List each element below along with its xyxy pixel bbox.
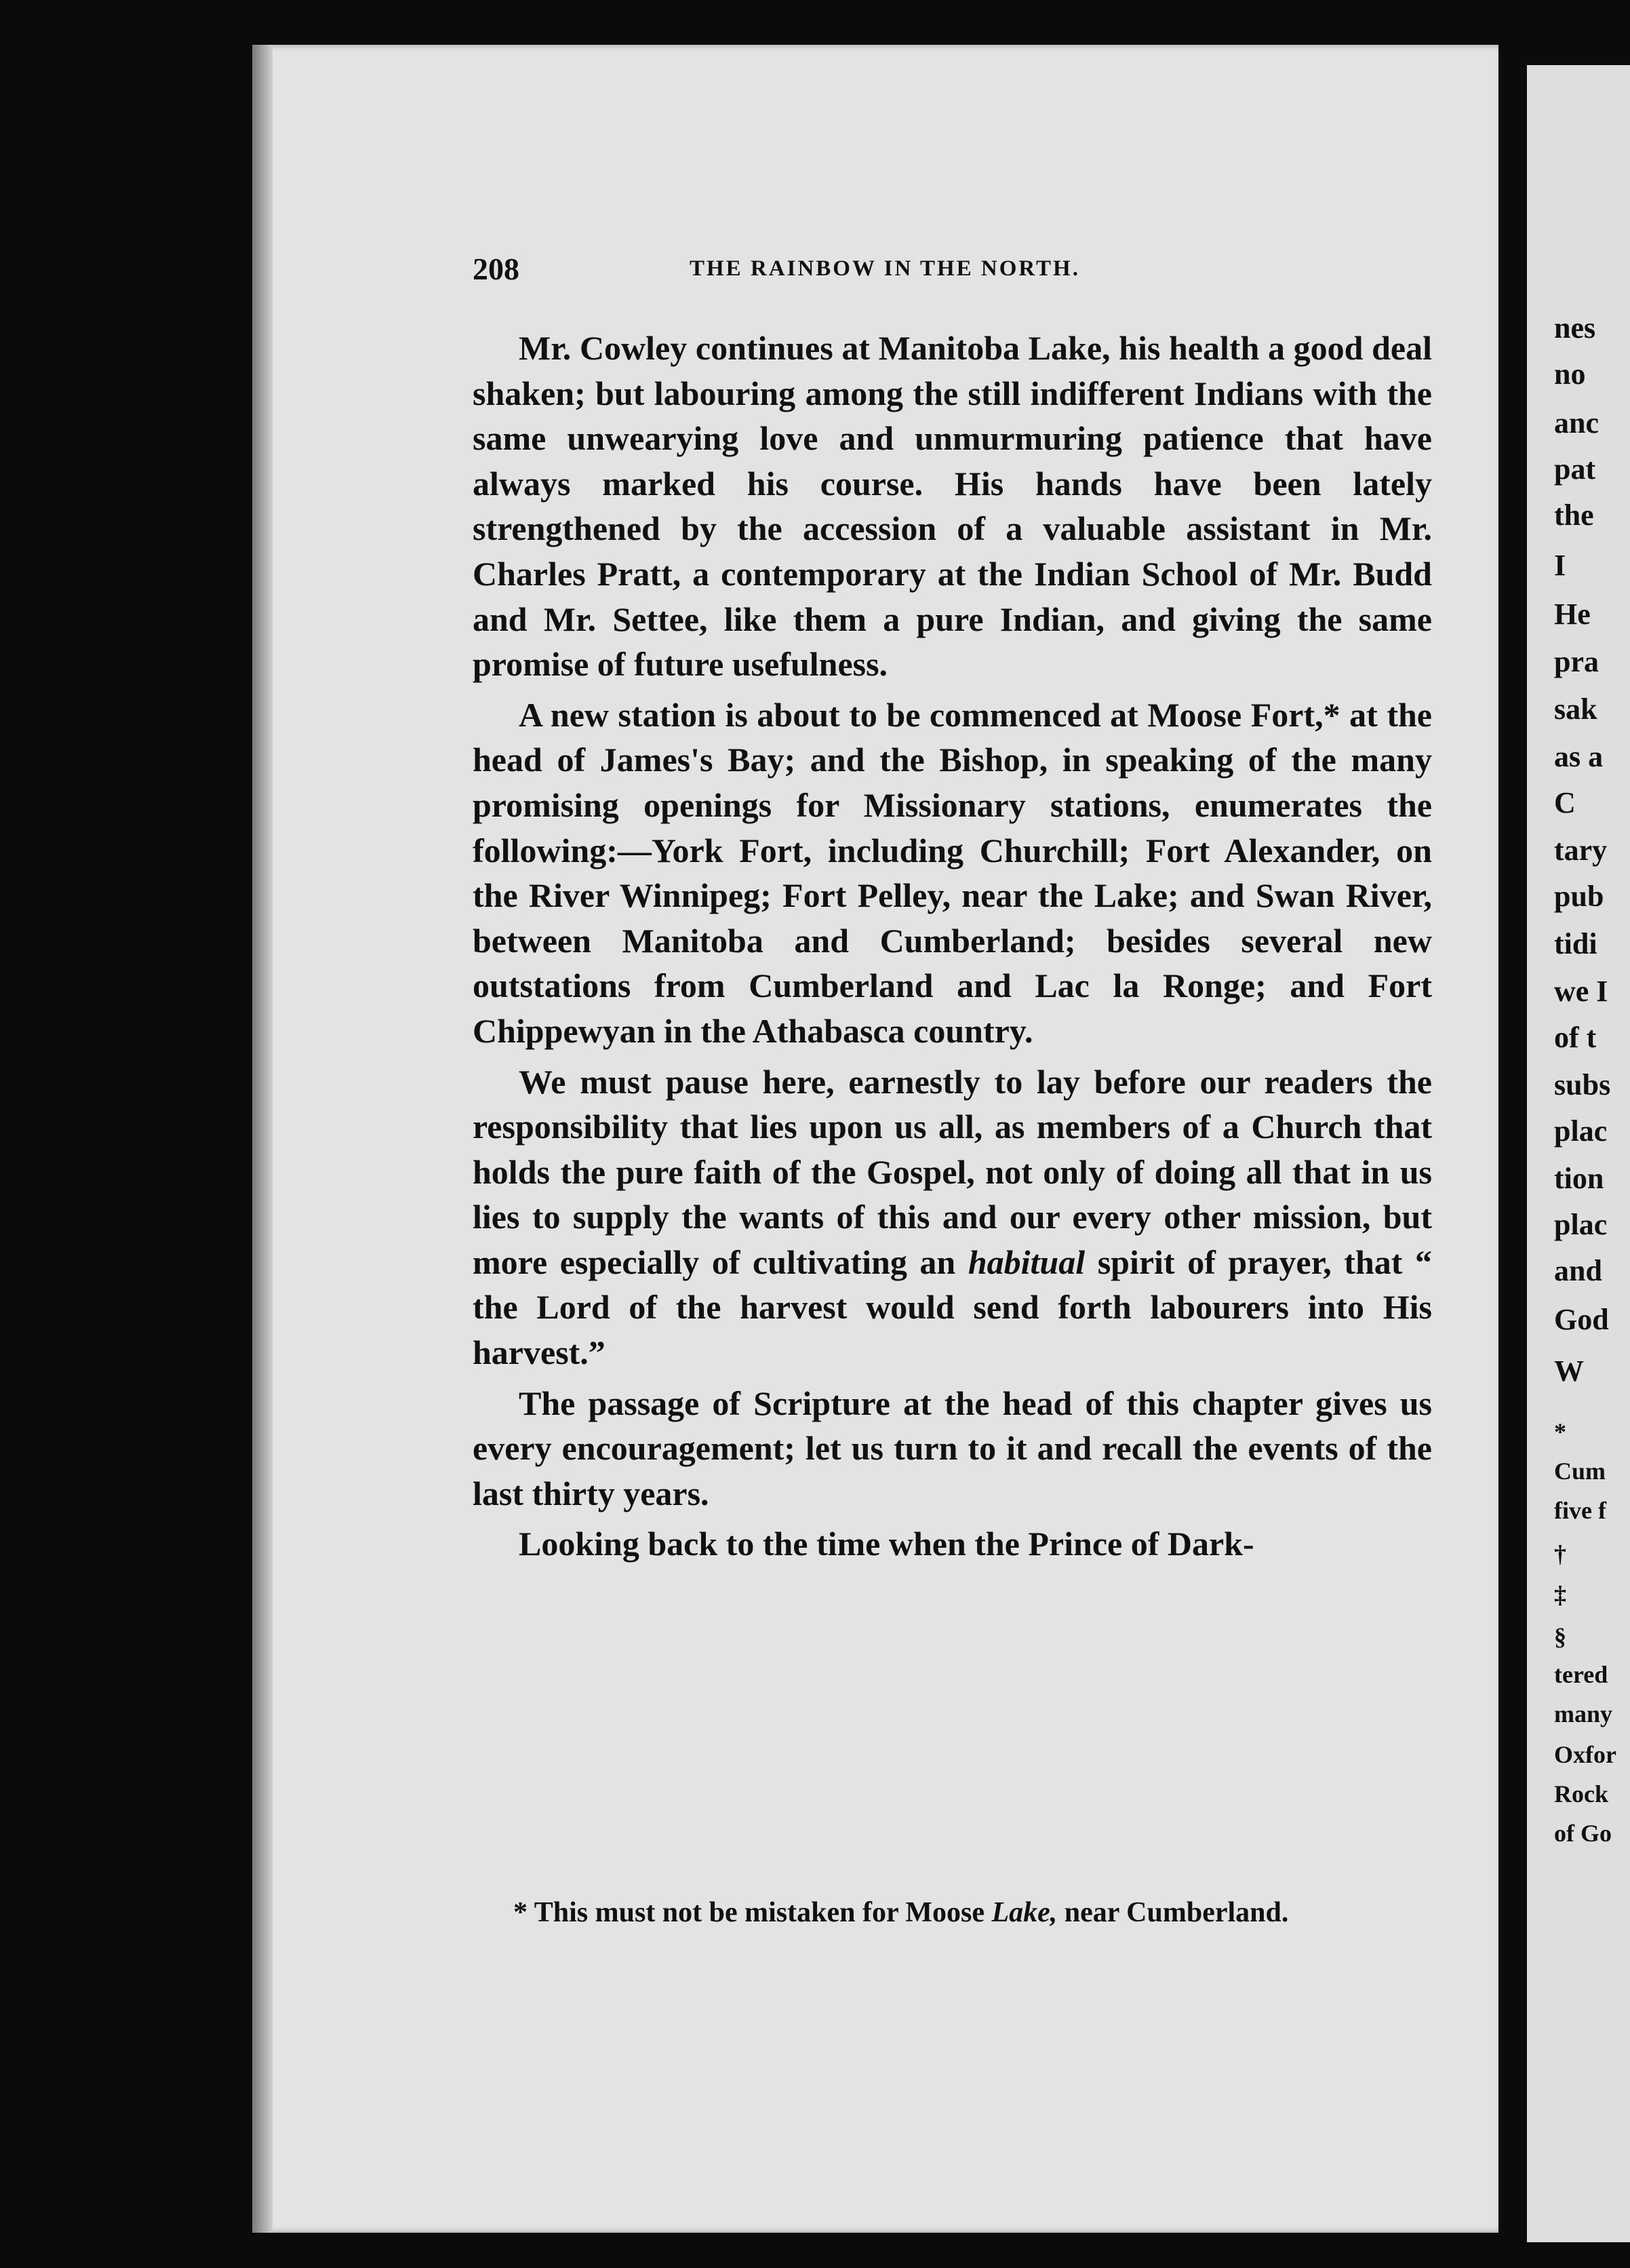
- facing-fragment: I: [1554, 549, 1566, 582]
- facing-fragment: nes: [1554, 311, 1596, 345]
- facing-fragment: tidi: [1554, 927, 1597, 960]
- italic-text: habitual: [968, 1243, 1086, 1281]
- paragraph: [473, 1059, 1432, 1375]
- facing-fragment: anc: [1554, 406, 1599, 439]
- facing-fragment: sak: [1554, 692, 1597, 726]
- facing-fragment: the: [1554, 498, 1594, 532]
- page-header: [473, 251, 1415, 292]
- facing-fragment: W: [1554, 1354, 1584, 1388]
- facing-fragment: pat: [1554, 452, 1596, 486]
- facing-fragment: tered: [1554, 1661, 1608, 1688]
- facing-fragment: Rock: [1554, 1780, 1608, 1807]
- facing-fragment: C: [1554, 786, 1576, 819]
- facing-fragment: we I: [1554, 975, 1608, 1008]
- footnote-part: * This must not be mistaken for Moose: [513, 1897, 992, 1928]
- facing-fragment: subs: [1554, 1068, 1611, 1101]
- facing-fragment: tary: [1554, 834, 1608, 867]
- facing-fragment: many: [1554, 1700, 1613, 1727]
- facing-fragment: †: [1554, 1540, 1566, 1567]
- facing-fragment: of Go: [1554, 1820, 1612, 1847]
- italic-text: Lake,: [991, 1897, 1058, 1928]
- page-gutter-edge: [252, 45, 273, 2233]
- facing-fragment: God: [1554, 1303, 1609, 1336]
- facing-fragment: ‡: [1554, 1581, 1566, 1608]
- facing-fragment: of t: [1554, 1021, 1597, 1054]
- footnote: [473, 1892, 1432, 1933]
- facing-fragment: Oxfor: [1554, 1741, 1616, 1768]
- footnote-part: near Cumberland.: [1057, 1897, 1289, 1928]
- paragraph: Looking back to the time when the Prince of Dark-: [519, 1525, 1254, 1563]
- paragraph-text: spirit of prayer, that “ the Lord of the harvest would send forth labourers into His harvest.”: [473, 1243, 1432, 1372]
- paragraph: Mr. Cowley continues at Manitoba Lake, his health a good deal shaken; but labouring among the still indifferent Indians with the same unwearying love and unmurmuring patience that have always marked his course. His hands have been lately strengthened by the accession of a valuable assistant in Mr. Charles Pratt, a contemporary at the Indian School of Mr. Budd and Mr. Settee, like them a pure Indian, and giving the same promise of future usefulness.: [473, 329, 1432, 684]
- facing-page-text: [1554, 0, 1630, 2268]
- facing-fragment: no: [1554, 357, 1586, 391]
- body-text: [473, 326, 1432, 1567]
- paragraph-text: We must pause here, earnestly to lay before our readers the responsibility that lies upon us all, as members of a Church that holds the pure faith of the Gospel, not only of doing all that in us lies to supply the wants of this and our every other mission, but more especially of cultivating an: [473, 1062, 1432, 1281]
- paragraph: A new station is about to be commenced at Moose Fort,* at the head of James's Bay; and the Bishop, in speaking of the many promising openings for Missionary stations, enumerates the following:—York Fort, including Churchill; Fort Alexander, on the River Winnipeg; Fort Pelley, near the Lake; and Swan River, between Manitoba and Cumberland; besides several new outstations from Cumberland and Lac la Ronge; and Fort Chippewyan in the Athabasca country.: [473, 695, 1432, 1050]
- facing-fragment: §: [1554, 1623, 1566, 1650]
- page-number: 208: [473, 252, 519, 286]
- facing-fragment: five f: [1554, 1497, 1606, 1524]
- facing-fragment: pub: [1554, 880, 1604, 913]
- facing-fragment: Cum: [1554, 1458, 1606, 1485]
- facing-fragment: as a: [1554, 740, 1604, 773]
- paragraph: The passage of Scripture at the head of this chapter gives us every encouragement; let us turn to it and recall the events of the last thirty years.: [473, 1384, 1432, 1512]
- running-title: THE RAINBOW IN THE NORTH.: [690, 256, 1080, 281]
- footnote-text: [473, 1892, 1432, 1933]
- facing-fragment: plac: [1554, 1114, 1608, 1148]
- facing-fragment: He: [1554, 598, 1591, 631]
- facing-fragment: tion: [1554, 1162, 1604, 1195]
- facing-fragment: pra: [1554, 645, 1599, 678]
- facing-fragment: and: [1554, 1254, 1602, 1287]
- facing-fragment: plac: [1554, 1208, 1608, 1241]
- facing-fragment: *: [1554, 1418, 1566, 1445]
